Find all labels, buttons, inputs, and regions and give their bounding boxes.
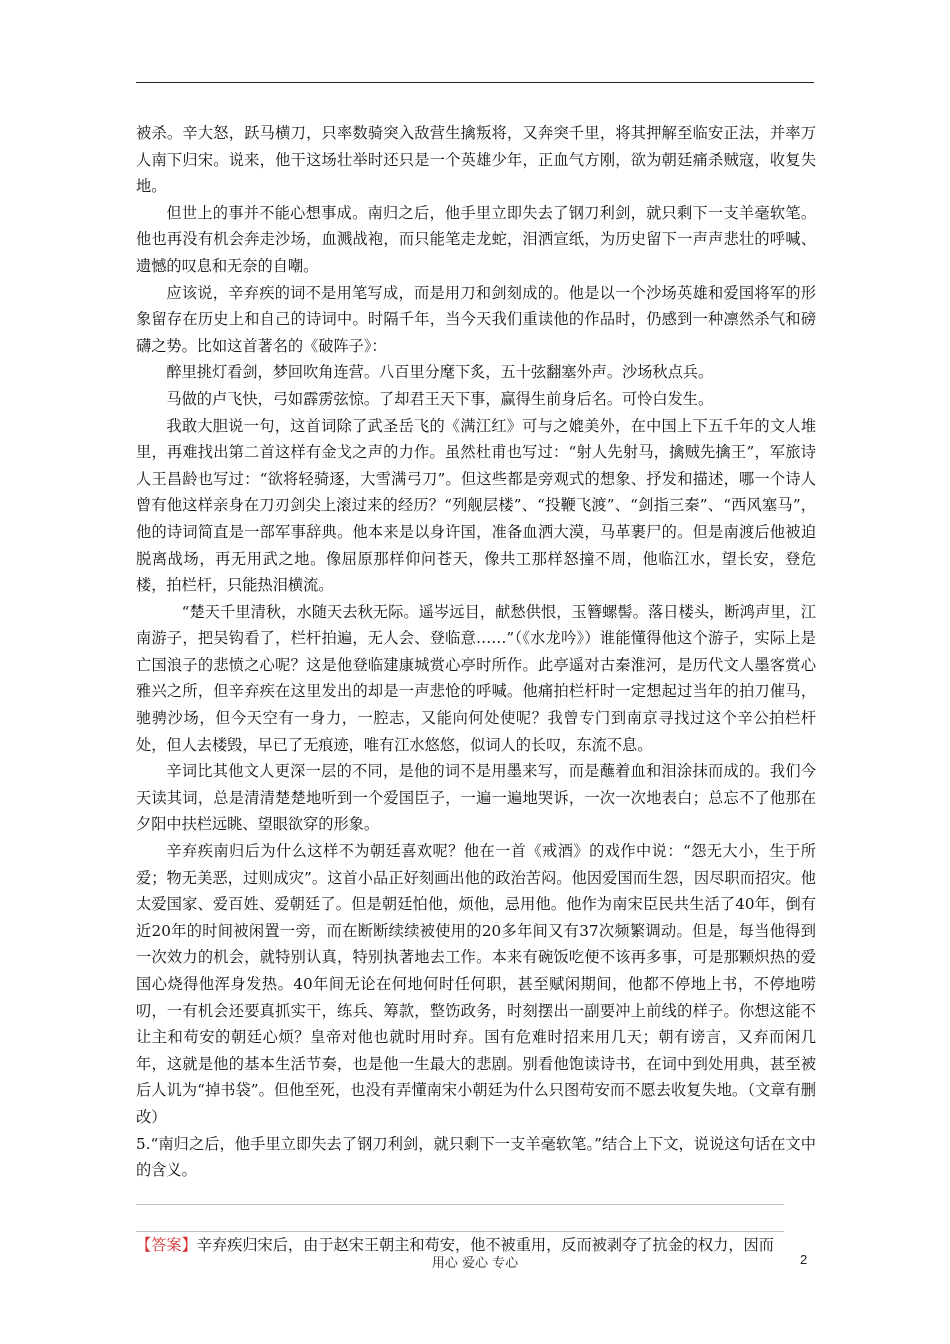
answer-text: 辛弃疾归宋后，由于赵宋王朝主和苟安，他不被重用，反而被剥夺了抗金的权力，因而 [196,1235,774,1254]
paragraph-shuilongyin: “楚天千里清秋，水随天去秋无际。遥岑远目，献愁供恨，玉簪螺髻。落日楼头，断鸿声里，江南游子，把吴钩看了，栏杆拍遍，无人会、登临意……”（《水龙吟》）谁能懂得他这个游子，实际上是亡国浪子的悲愤之心呢？这是他登临建康城赏心亭时所作。此亭遥对古秦淮河，是历代文人墨客赏心雅兴之所，但辛弃疾在这里发出的却是一声悲怆的呼喊。他痛拍栏杆时一定想起过当年的拍刀催马，驰骋沙场，但今天空有一身力，一腔志，又能向何处使呢？我曾专门到南京寻找过这个辛公拍栏杆处，但人去楼毁，早已了无痕迹，唯有江水悠悠，似词人的长叹，东流不息。 [136,602,816,754]
paragraph-sword-carved: 应该说，辛弃疾的词不是用笔写成，而是用刀和剑刻成的。他是以一个沙场英雄和爱国将军的形象留存在历史上和自己的诗词中。时隔千年，当今天我们重读他的作品时，仍感到一种凛然杀气和磅礴之势。比如这首著名的《破阵子》： [136,283,816,355]
header-rule [136,82,814,83]
footer-slogan: 用心 爱心 专心 [431,1256,519,1271]
question-5: 5.“南归之后，他手里立即失去了钢刀利剑，就只剩下一支羊毫软笔。”结合上下文，说说这句话在文中的含义。 [136,1134,816,1180]
document-body [136,120,816,1258]
poem-line-1: 醉里挑灯看剑，梦回吹角连营。八百里分麾下炙，五十弦翻塞外声。沙场秋点兵。 [166,363,714,382]
paragraph-court-disfavor: 辛弃疾南归后为什么这样不为朝廷喜欢呢？他在一首《戒酒》的戏作中说：“怨无大小，生于所爱；物无美恶，过则成灾”。这首小品正好刻画出他的政治苦闷。他因爱国而生怨，因尽职而招灾。他太爱国家、爱百姓、爱朝廷了。但是朝廷怕他，烦他，忌用他。他作为南宋臣民共生活了40年，倒有近20年的时间被闲置一旁，而在断断续续被使用的20多年间又有37次频繁调动。但是，每当他得到一次效力的机会，就特别认真，特别执著地去工作。本来有碗饭吃便不该再多事，可是那颗炽热的爱国心烧得他浑身发热。40年间无论在何地何时任何职，甚至赋闲期间，他都不停地上书，不停地唠叨，一有机会还要真抓实干，练兵、筹款，整饬政务，时刻摆出一副要冲上前线的样子。你想这能不让主和苟安的朝廷心烦？皇帝对他也就时用时弃。国有危难时招来用几天；朝有谤言，又弃而闲几年，这就是他的基本生活节奏，也是他一生最大的悲剧。别看他饱读诗书，在词中到处用典，甚至被后人讥为“掉书袋”。但他至死，也没有弄懂南宋小朝廷为什么只图苟安而不愿去收复失地。（文章有删改） [136,842,816,1126]
answer-line-1 [136,1204,784,1205]
paragraph-continuation: 被杀。辛大怒，跃马横刀，只率数骑突入敌营生擒叛将，又奔突千里，将其押解至临安正法，并率万人南下归宋。说来，他干这场壮举时还只是一个英雄少年，正血气方刚，欲为朝廷痛杀贼寇，收复失地。 [136,124,816,196]
poem-line-2: 马做的卢飞快，弓如霹雳弦惊。了却君王天下事，赢得生前身后名。可怜白发生。 [166,389,714,408]
answer-tag: 【答案】 [136,1235,197,1254]
page-number: 2 [800,1252,808,1267]
paragraph-blood-and-tears: 辛词比其他文人更深一层的不同，是他的词不是用墨来写，而是蘸着血和泪涂抹而成的。我们今天读其词，总是清清楚楚地听到一个爱国臣子，一遍一遍地哭诉，一次一次地表白；总忘不了他那在夕阳中扶栏远眺、望眼欲穿的形象。 [136,762,816,834]
paragraph-south-return: 但世上的事并不能心想事成。南归之后，他手里立即失去了钢刀利剑，就只剩下一支羊毫软笔。他也再没有机会奔走沙场，血溅战袍，而只能笔走龙蛇，泪洒宣纸，为历史留下一声声悲壮的呼喊、遗憾的叹息和无奈的自嘲。 [136,203,816,275]
paragraph-bold-claim: 我敢大胆说一句，这首词除了武圣岳飞的《满江红》可与之媲美外，在中国上下五千年的文人堆里，再难找出第二首这样有金戈之声的力作。虽然杜甫也写过：“射人先射马，擒贼先擒王”，军旅诗人王昌龄也写过：“欲将轻骑逐，大雪满弓刀”。但这些都是旁观式的想象、抒发和描述，哪一个诗人曾有他这样亲身在刀刃剑尖上滚过来的经历？“列舰层楼”、“投鞭飞渡”、“剑指三秦”、“西风塞马”，他的诗词简直是一部军事辞典。他本来是以身许国，准备血洒大漠，马革裹尸的。但是南渡后他被迫脱离战场，再无用武之地。像屈原那样仰问苍天，像共工那样怒撞不周，他临江水，望长安，登危楼，拍栏杆，只能热泪横流。 [136,416,816,595]
